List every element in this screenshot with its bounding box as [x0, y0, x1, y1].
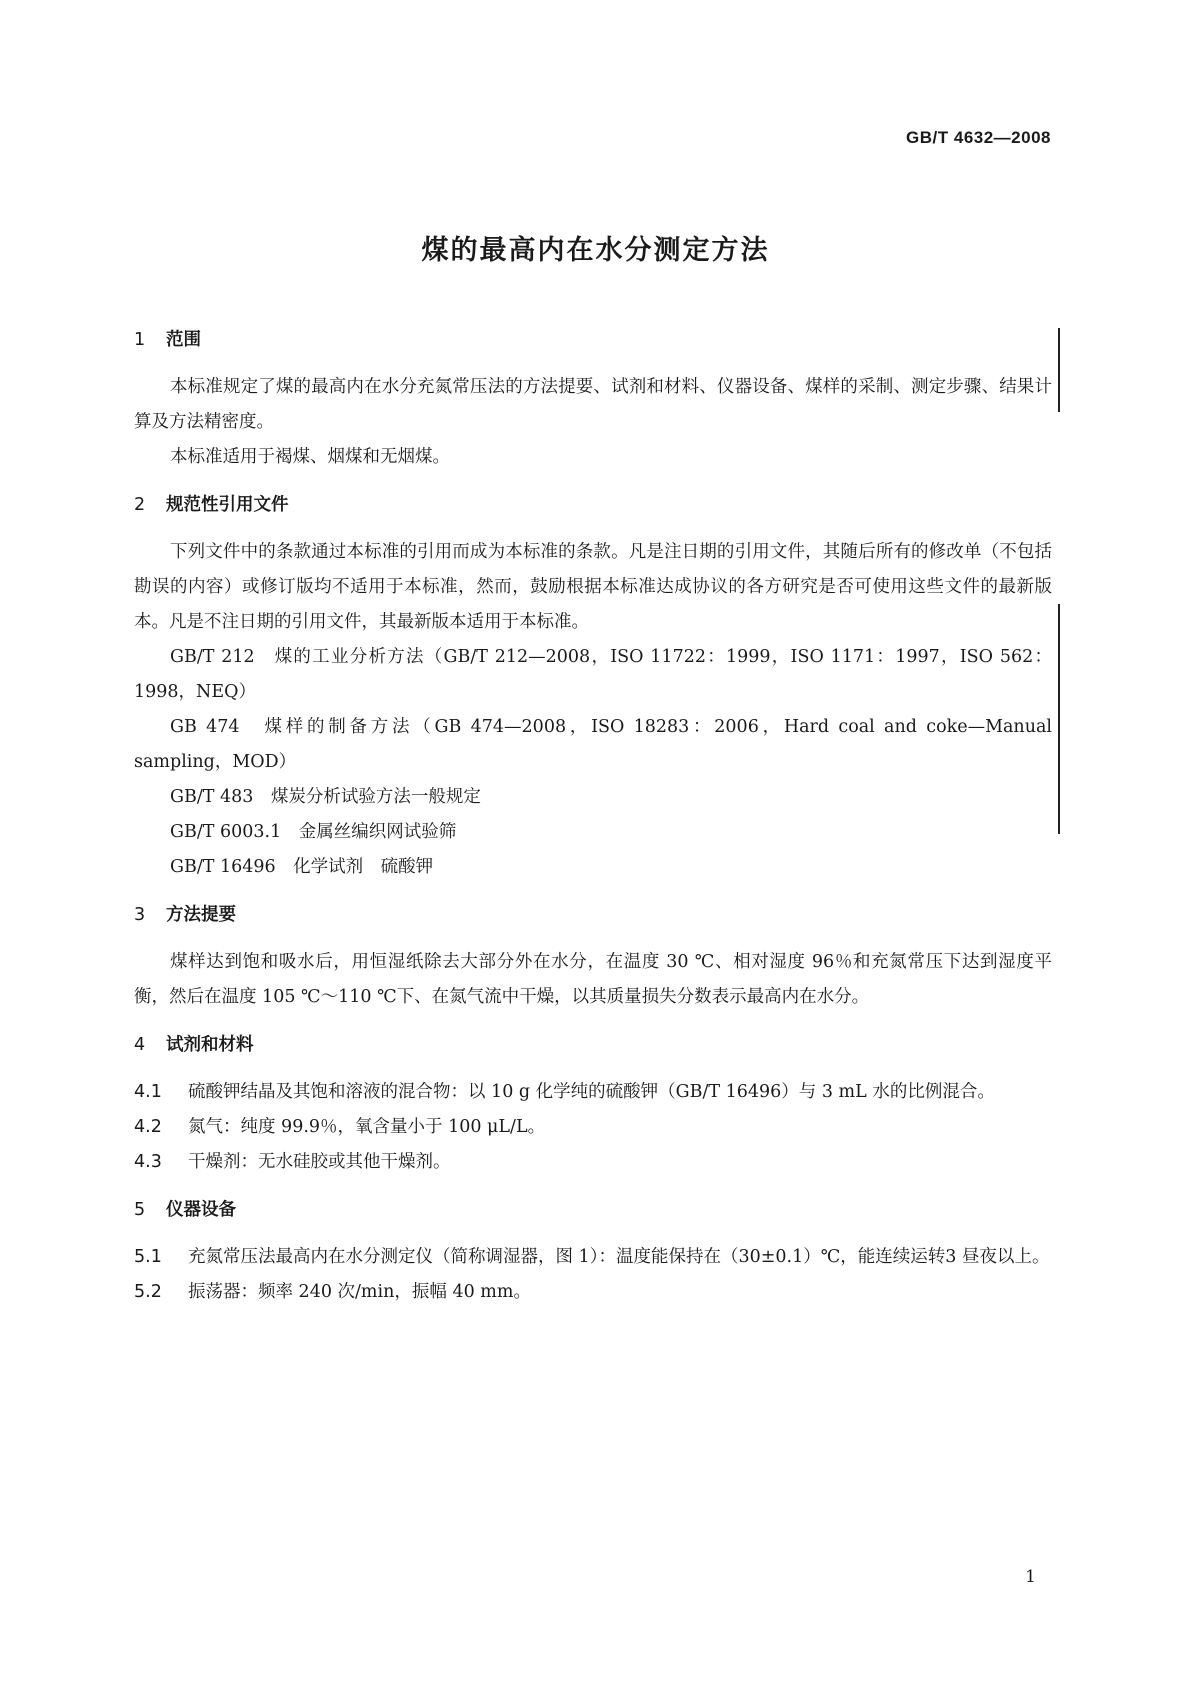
clause [134, 1145, 1052, 1180]
clause-text: 氮气：纯度 99.9％，氧含量小于 100 μL/L。 [188, 1117, 546, 1137]
reference-item: GB/T 6003.1 金属丝编织网试验筛 [170, 822, 457, 842]
change-bar [1058, 604, 1060, 834]
section-heading [134, 1190, 1052, 1230]
document-title: 煤的最高内在水分测定方法 [421, 235, 770, 266]
section-number: 4 [134, 1035, 146, 1055]
clause-text: 硫酸钾结晶及其饱和溶液的混合物：以 10 g 化学纯的硫酸钾（GB/T 16496）与 3 mL 水的比例混合。 [188, 1082, 995, 1102]
section-title: 范围 [166, 330, 201, 350]
clause-number: 4.3 [134, 1152, 162, 1172]
section-heading [134, 1025, 1052, 1065]
reference-item: GB 474 煤样的制备方法（GB 474—2008，ISO 18283：2006，Hard coal and coke—Manual sampling，MOD） [134, 717, 1052, 772]
section-number: 5 [134, 1200, 146, 1220]
section-heading [134, 485, 1052, 525]
clause-text: 干燥剂：无水硅胶或其他干燥剂。 [188, 1152, 451, 1172]
section-number: 2 [134, 495, 146, 515]
section-title: 规范性引用文件 [166, 495, 289, 515]
section-heading [134, 320, 1052, 360]
document-body [134, 320, 1052, 1310]
clause-text: 充氮常压法最高内在水分测定仪（简称调湿器，图 1）：温度能保持在（30±0.1）℃，能连续运转3 昼夜以上。 [188, 1247, 1050, 1267]
reference-item: GB/T 212 煤的工业分析方法（GB/T 212—2008，ISO 11722：1999，ISO 1171：1997，ISO 562：1998，NEQ） [134, 647, 1052, 702]
clause [134, 1240, 1052, 1275]
reference-item: GB/T 483 煤炭分析试验方法一般规定 [170, 787, 481, 807]
paragraph: 本标准规定了煤的最高内在水分充氮常压法的方法提要、试剂和材料、仪器设备、煤样的采制、测定步骤、结果计算及方法精密度。 [134, 377, 1052, 432]
section-heading [134, 895, 1052, 935]
paragraph: 本标准适用于褐煤、烟煤和无烟煤。 [170, 447, 450, 467]
clause-text: 振荡器：频率 240 次/min，振幅 40 mm。 [188, 1282, 531, 1302]
section-number: 3 [134, 905, 146, 925]
reference-item: GB/T 16496 化学试剂 硫酸钾 [170, 857, 434, 877]
clause-number: 5.2 [134, 1282, 162, 1302]
section-number: 1 [134, 330, 146, 350]
section-title: 方法提要 [166, 905, 236, 925]
clause [134, 1075, 1052, 1110]
standard-code: GB/T 4632—2008 [906, 128, 1051, 147]
clause-number: 5.1 [134, 1247, 162, 1267]
paragraph: 下列文件中的条款通过本标准的引用而成为本标准的条款。凡是注日期的引用文件，其随后所有的修改单（不包括勘误的内容）或修订版均不适用于本标准，然而，鼓励根据本标准达成协议的各方研究是否可使用这些文件的最新版本。凡是不注日期的引用文件，其最新版本适用于本标准。 [134, 542, 1052, 632]
section-title: 仪器设备 [166, 1200, 236, 1220]
clause-number: 4.1 [134, 1082, 162, 1102]
section-title: 试剂和材料 [166, 1035, 254, 1055]
change-bar [1058, 328, 1060, 412]
clause [134, 1275, 1052, 1310]
clause [134, 1110, 1052, 1145]
paragraph: 煤样达到饱和吸水后，用恒湿纸除去大部分外在水分，在温度 30 ℃、相对湿度 96％和充氮常压下达到湿度平衡，然后在温度 105 ℃～110 ℃下、在氮气流中干燥，以其质量损失分数表示最高内在水分。 [134, 952, 1052, 1007]
clause-number: 4.2 [134, 1117, 162, 1137]
page-number: 1 [1025, 1567, 1036, 1587]
